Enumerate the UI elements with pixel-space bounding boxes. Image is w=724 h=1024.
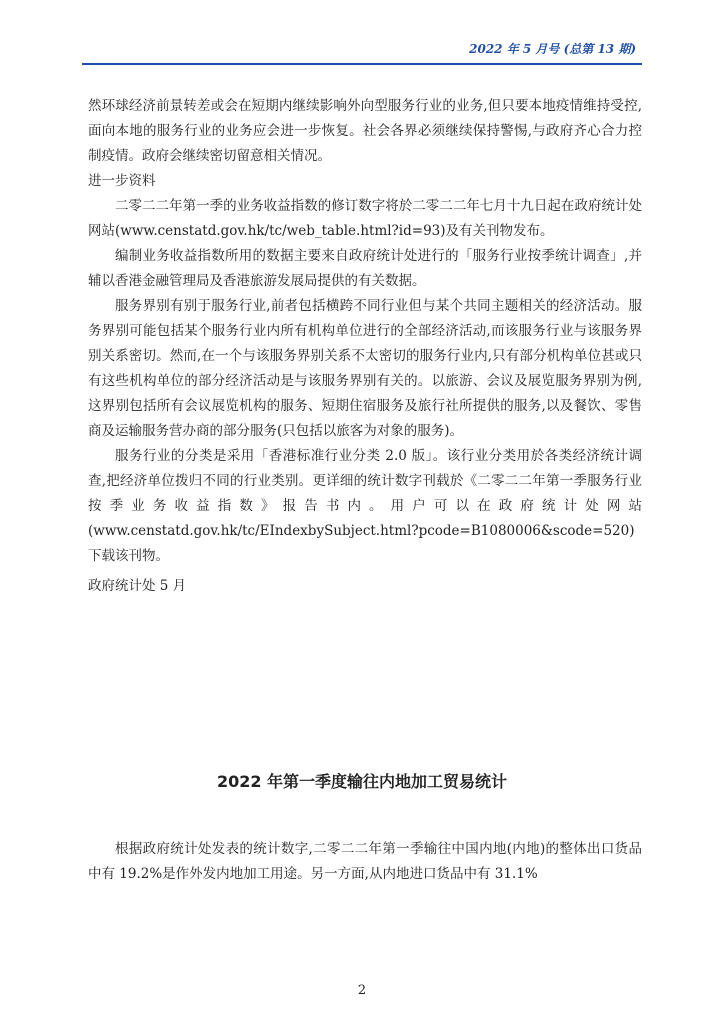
paragraph: 编制业务收益指数所用的数据主要来自政府统计处进行的「服务行业按季统计调查」,并辅以香港金融管理局及香港旅游发展局提供的有关数据。	[88, 248, 642, 289]
section1-body	[88, 94, 642, 599]
paragraph: 然环球经济前景转差或会在短期内继续影响外向型服务行业的业务,但只要本地疫情维持受控,面向本地的服务行业的业务应会进一步恢复。社会各界必须继续保持警惕,与政府齐心合力控制疫情。政府会继续密切留意相关情况。	[88, 98, 642, 164]
paragraph: 服务界别有别于服务行业,前者包括横跨不同行业但与某个共同主题相关的经济活动。服务界别可能包括某个服务行业内所有机构单位进行的全部经济活动,而该服务行业与该服务界别关系密切。然而,在一个与该服务界别关系不太密切的服务行业内,只有部分机构单位甚或只有这些机构单位的部分经济活动是与该服务界别有关的。以旅游、会议及展览服务界别为例,这界别包括所有会议展览机构的服务、短期住宿服务及旅行社所提供的服务,以及餐饮、零售商及运输服务营办商的部分服务(只包括以旅客为对象的服务)。	[88, 298, 642, 439]
paragraph: 二零二二年第一季的业务收益指数的修订数字将於二零二二年七月十九日起在政府统计处网站(www.censtatd.gov.hk/tc/web_table.html?id=93)及有关刊物发布。	[88, 198, 642, 239]
subheading-further-info: 进一步资料	[88, 173, 156, 189]
signature: 政府统计处 5 月	[88, 578, 187, 594]
section2-body	[88, 837, 642, 887]
issue-header: 2022 年 5 月号 (总第 13 期)	[469, 42, 636, 56]
header-divider	[82, 63, 642, 65]
paragraph: 根据政府统计处发表的统计数字,二零二二年第一季输往中国内地(内地)的整体出口货品中有 19.2%是作外发内地加工用途。另一方面,从内地进口货品中有 31.1%	[88, 841, 642, 882]
page-number: 2	[357, 983, 367, 998]
section2-title: 2022 年第一季度输往内地加工贸易统计	[216, 772, 508, 791]
paragraph: 服务行业的分类是采用「香港标准行业分类 2.0 版」。该行业分类用於各类经济统计调查,把经济单位拨归不同的行业类别。更详细的统计数字刊载於《二零二二年第一季服务行业按季业务收益指数》报告书内。用户可以在政府统计处网站(www.censtatd.gov.hk/tc/EIndexbySubject.html?pcode=B1080006&scode=520)下载该刊物。	[88, 448, 642, 564]
